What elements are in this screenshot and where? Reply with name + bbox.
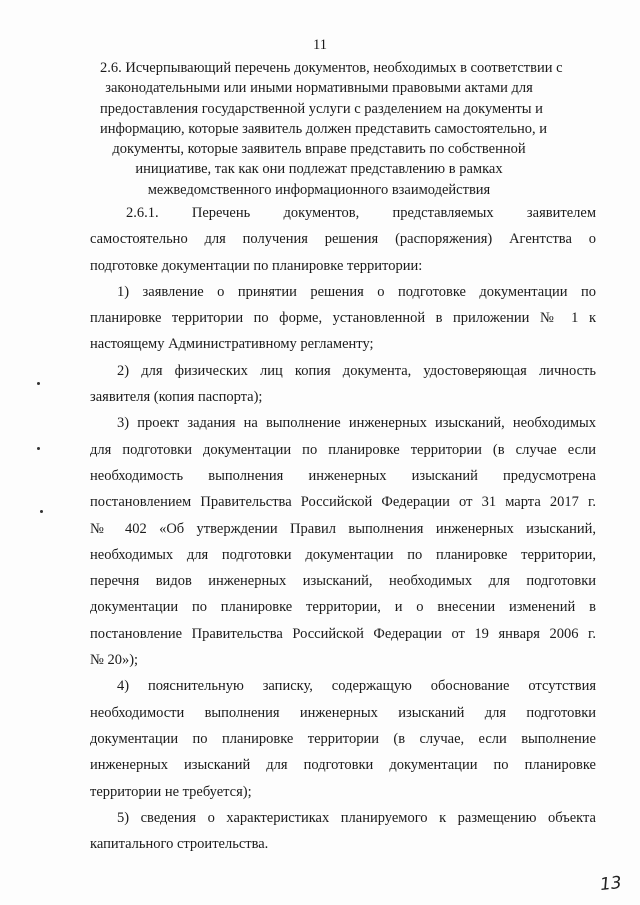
list-item-1: [90, 279, 596, 358]
heading-line: 2.6. Исчерпывающий перечень документов, необходимых в соответствии с: [100, 60, 563, 76]
heading-line: законодательными или иными нормативными правовыми актами для: [105, 80, 533, 97]
section-heading: [100, 58, 563, 200]
paragraph-line: № 20»);: [90, 652, 139, 669]
paragraph-line: документации по планировке территории (в случае, если выполнение: [90, 730, 596, 747]
paragraph-line: 5) сведения о характеристиках планируемого к размещению объекта: [117, 809, 596, 826]
paragraph-line: планировке территории по форме, установленной в приложении № 1 к: [90, 310, 596, 327]
paragraph-line: перечня видов инженерных изысканий, необходимых для подготовки: [90, 573, 596, 590]
paragraph-line: 2.6.1. Перечень документов, представляемых заявителем: [126, 205, 596, 221]
paragraph-line: заявителя (копия паспорта);: [90, 389, 263, 406]
paragraph-line: инженерных изысканий для подготовки документации по планировке: [90, 757, 596, 774]
paragraph-line: 4) пояснительную записку, содержащую обоснование отсутствия: [117, 678, 596, 695]
document-body: [90, 200, 596, 857]
scan-speck: [40, 510, 43, 513]
paragraph-line: настоящему Административному регламенту;: [90, 336, 374, 353]
heading-line: информацию, которые заявитель должен представить самостоятельно, и: [100, 120, 548, 137]
paragraph-line: постановлением Правительства Российской Федерации от 31 марта 2017 г.: [90, 494, 596, 511]
list-item-5: [90, 805, 596, 858]
paragraph-line: для подготовки документации по планировке территории (в случае если: [90, 441, 596, 458]
list-item-3: [90, 410, 596, 673]
paragraph-line: документации по планировке территории, и о внесении изменений в: [90, 599, 596, 616]
paragraph-2-6-1: [90, 200, 596, 279]
paragraph-line: необходимости выполнения инженерных изысканий для подготовки: [90, 704, 596, 721]
paragraph-line: необходимость выполнения инженерных изысканий предусмотрена: [90, 467, 596, 484]
heading-line: инициативе, так как они подлежат представлению в рамках: [135, 161, 503, 178]
paragraph-line: 3) проект задания на выполнение инженерных изысканий, необходимых: [117, 415, 596, 432]
handwritten-page-mark: 13: [599, 872, 623, 896]
heading-line: межведомственного информационного взаимодействия: [147, 181, 491, 198]
heading-line: предоставления государственной услуги с разделением на документы и: [100, 100, 543, 117]
paragraph-line: территории не требуется);: [90, 783, 252, 800]
paragraph-line: самостоятельно для получения решения (распоряжения) Агентства о: [90, 231, 596, 248]
scan-speck: [37, 382, 40, 385]
paragraph-line: 2) для физических лиц копия документа, удостоверяющая личность: [117, 362, 596, 379]
paragraph-line: капитального строительства.: [90, 836, 269, 853]
paragraph-line: № 402 «Об утверждении Правил выполнения инженерных изысканий,: [90, 520, 596, 537]
paragraph-line: постановление Правительства Российской Федерации от 19 января 2006 г.: [90, 625, 596, 642]
list-item-2: [90, 358, 596, 411]
list-item-4: [90, 673, 596, 804]
paragraph-line: подготовке документации по планировке территории:: [90, 257, 423, 274]
paragraph-line: 1) заявление о принятии решения о подготовке документации по: [117, 283, 596, 300]
scan-speck: [37, 447, 40, 450]
page-number: 11: [313, 37, 327, 53]
heading-line: документы, которые заявитель вправе представить по собственной: [112, 141, 526, 158]
paragraph-line: необходимых для подготовки документации по планировке территории,: [90, 546, 596, 563]
